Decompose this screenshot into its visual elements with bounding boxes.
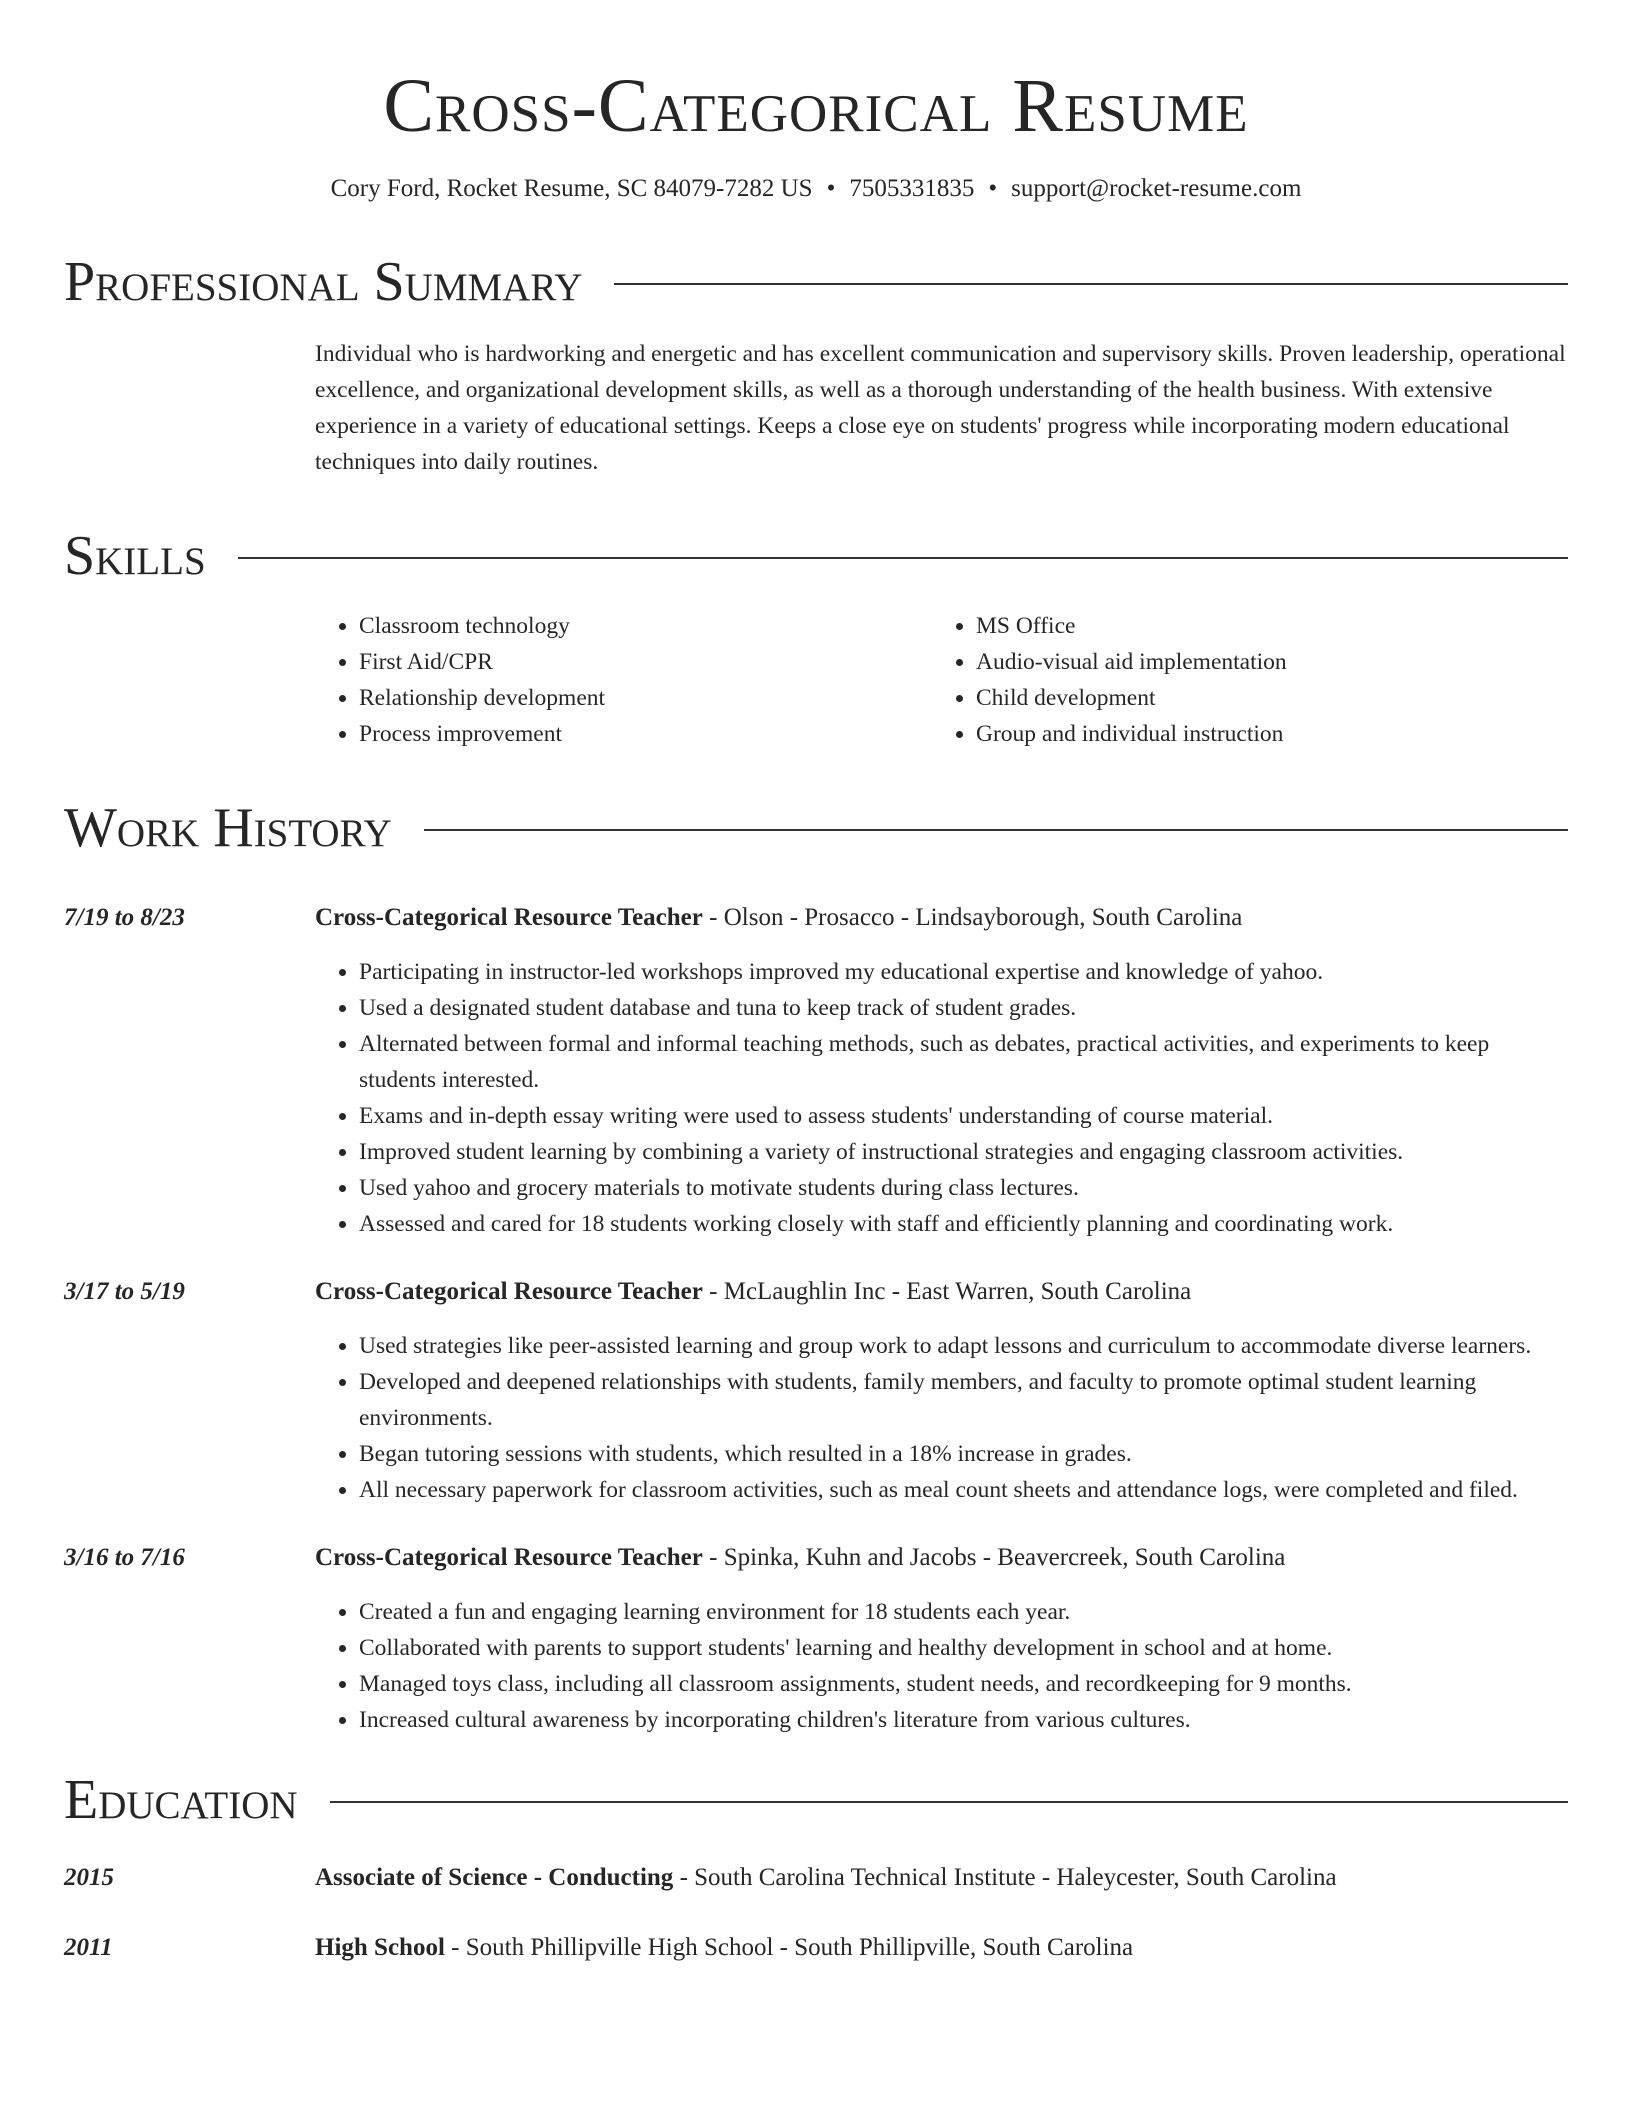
section-divider xyxy=(238,557,1568,559)
skill-item: • Classroom technology xyxy=(359,608,932,644)
job-employer: - Olson - Prosacco - Lindsayborough, South Carolina xyxy=(702,904,1243,931)
job-entry xyxy=(64,900,1568,1242)
contact-phone: 7505331835 xyxy=(849,175,975,202)
job-entry xyxy=(64,1540,1568,1738)
skills-column-left xyxy=(315,608,932,752)
section-divider xyxy=(424,829,1568,831)
job-bullet: • All necessary paperwork for classroom activities, such as meal count sheets and attendance logs, were completed and filed. xyxy=(359,1472,1568,1508)
job-title: Cross-Categorical Resource Teacher xyxy=(315,904,703,931)
education-degree: Associate of Science - Conducting xyxy=(315,1864,674,1891)
contact-email: support@rocket-resume.com xyxy=(1011,175,1302,202)
skill-item: • Process improvement xyxy=(359,716,932,752)
section-title-work: Work History xyxy=(64,797,392,859)
job-bullets xyxy=(315,1594,1568,1738)
job-bullet: • Collaborated with parents to support students' learning and healthy development in school and at home. xyxy=(359,1630,1568,1666)
job-dates: 7/19 to 8/23 xyxy=(64,904,185,931)
job-bullets xyxy=(315,1328,1568,1508)
job-bullet: • Alternated between formal and informal teaching methods, such as debates, practical activities, and experiments to keep students interested. xyxy=(359,1026,1568,1098)
job-bullet: • Improved student learning by combining a variety of instructional strategies and engaging classroom activities. xyxy=(359,1134,1568,1170)
skill-item: • MS Office xyxy=(976,608,1549,644)
resume-title: Cross-Categorical Resume xyxy=(383,64,1249,148)
job-employer: - Spinka, Kuhn and Jacobs - Beavercreek, South Carolina xyxy=(702,1544,1286,1571)
job-bullet: • Created a fun and engaging learning environment for 18 students each year. xyxy=(359,1594,1568,1630)
section-header-summary xyxy=(64,250,1568,314)
job-bullet: • Developed and deepened relationships with students, family members, and faculty to promote optimal student learning environments. xyxy=(359,1364,1568,1436)
job-heading xyxy=(315,1540,1285,1576)
section-divider xyxy=(330,1801,1568,1803)
contact-separator: • xyxy=(826,175,836,202)
summary-row xyxy=(64,336,1568,480)
education-entry xyxy=(64,1930,1568,1966)
job-bullet: • Increased cultural awareness by incorporating children's literature from various cultures. xyxy=(359,1702,1568,1738)
section-divider xyxy=(614,283,1568,285)
skill-item: • Child development xyxy=(976,680,1549,716)
job-bullets xyxy=(315,954,1568,1242)
education-year: 2015 xyxy=(64,1864,114,1891)
job-bullet: • Managed toys class, including all classroom assignments, student needs, and recordkeeping for 9 months. xyxy=(359,1666,1568,1702)
education-heading xyxy=(315,1860,1337,1896)
section-title-skills: Skills xyxy=(64,525,206,587)
skills-row xyxy=(64,588,1568,752)
skill-item: • First Aid/CPR xyxy=(359,644,932,680)
job-bullet: • Assessed and cared for 18 students working closely with staff and efficiently planning and coordinating work. xyxy=(359,1206,1568,1242)
education-degree: High School xyxy=(315,1934,445,1961)
job-entry xyxy=(64,1274,1568,1508)
section-title-summary: Professional Summary xyxy=(64,251,583,313)
education-entry xyxy=(64,1860,1568,1896)
job-bullet: • Participating in instructor-led workshops improved my educational expertise and knowledge of yahoo. xyxy=(359,954,1568,990)
education-heading xyxy=(315,1930,1133,1966)
skill-item: • Group and individual instruction xyxy=(976,716,1549,752)
job-dates: 3/17 to 5/19 xyxy=(64,1278,185,1305)
section-header-work xyxy=(64,796,1568,860)
contact-separator: • xyxy=(988,175,998,202)
job-employer: - McLaughlin Inc - East Warren, South Carolina xyxy=(702,1278,1192,1305)
education-school: - South Carolina Technical Institute - Haleycester, South Carolina xyxy=(673,1864,1337,1891)
section-title-education: Education xyxy=(64,1769,298,1831)
job-bullet: • Exams and in-depth essay writing were used to assess students' understanding of course material. xyxy=(359,1098,1568,1134)
skills-list xyxy=(315,608,1568,752)
summary-text: Individual who is hardworking and energetic and has excellent communication and supervisory skills. Proven leadership, operational excellence, and organizational development skills, as well as a thorough understanding of the health business. With extensive experience in a variety of educational settings. Keeps a close eye on students' progress while incorporating modern educational techniques into daily routines. xyxy=(315,341,1566,475)
skill-item: • Audio-visual aid implementation xyxy=(976,644,1549,680)
job-bullet: • Used a designated student database and tuna to keep track of student grades. xyxy=(359,990,1568,1026)
job-bullet: • Used yahoo and grocery materials to motivate students during class lectures. xyxy=(359,1170,1568,1206)
skills-column-right xyxy=(932,608,1549,752)
skill-item: • Relationship development xyxy=(359,680,932,716)
education-school: - South Phillipville High School - South Phillipville, South Carolina xyxy=(444,1934,1134,1961)
job-dates: 3/16 to 7/16 xyxy=(64,1544,185,1571)
job-heading xyxy=(315,1274,1191,1310)
job-heading xyxy=(315,900,1242,936)
section-header-skills xyxy=(64,524,1568,588)
section-header-education xyxy=(64,1768,1568,1832)
contact-address: Cory Ford, Rocket Resume, SC 84079-7282 US xyxy=(330,175,813,202)
contact-line xyxy=(64,172,1568,206)
job-title: Cross-Categorical Resource Teacher xyxy=(315,1544,703,1571)
education-year: 2011 xyxy=(64,1934,113,1961)
job-bullet: • Began tutoring sessions with students, which resulted in a 18% increase in grades. xyxy=(359,1436,1568,1472)
job-title: Cross-Categorical Resource Teacher xyxy=(315,1278,703,1305)
job-bullet: • Used strategies like peer-assisted learning and group work to adapt lessons and curriculum to accommodate diverse learners. xyxy=(359,1328,1568,1364)
